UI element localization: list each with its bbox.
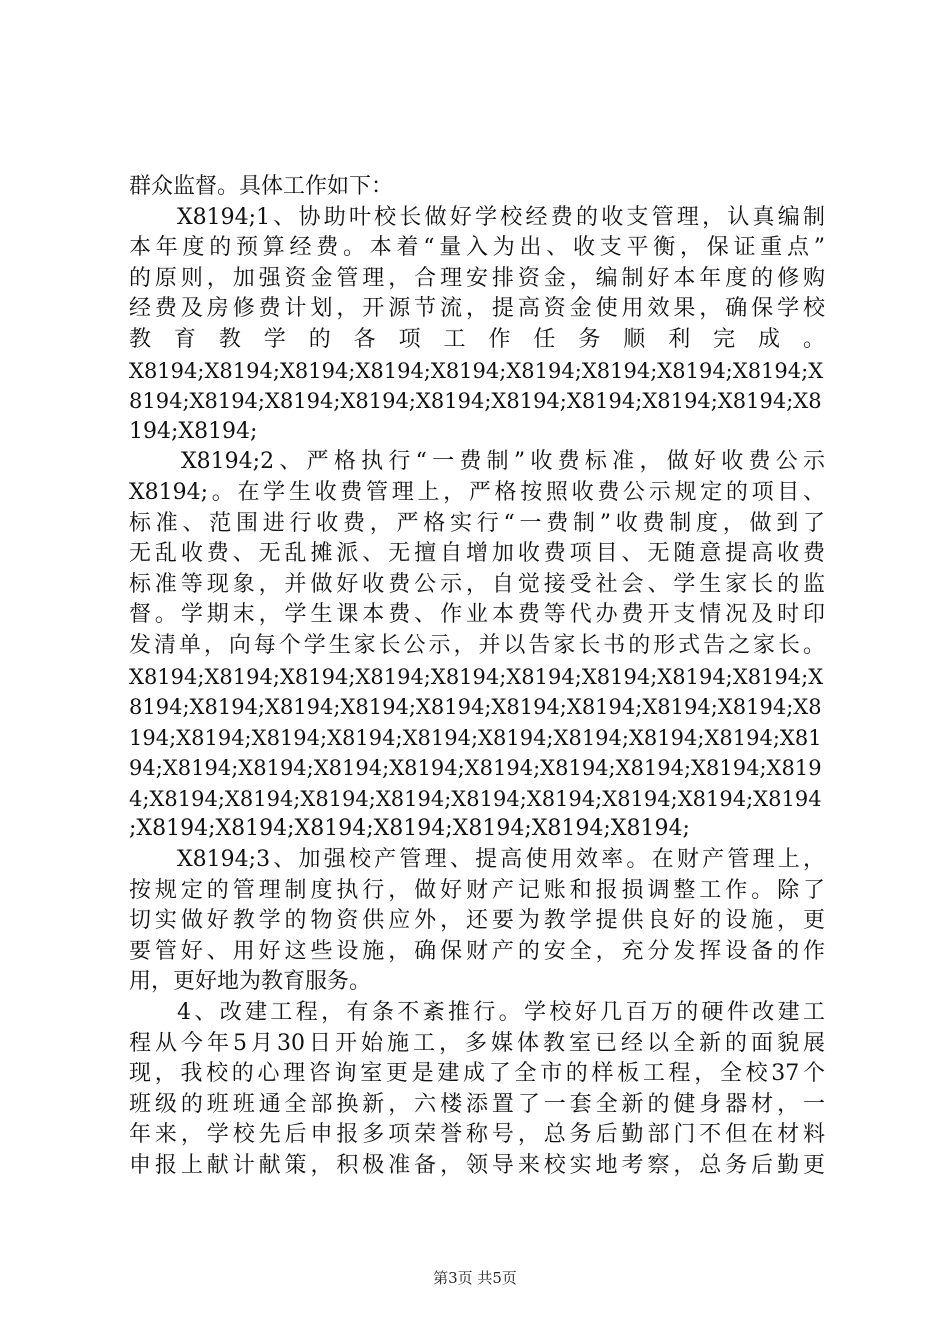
text-line: 无乱收费、无乱摊派、无擅自增加收费项目、无随意提高收费 bbox=[129, 541, 825, 567]
text-line: X8194;1、协助叶校长做好学校经费的收支管理，认真编制 bbox=[177, 204, 825, 230]
text-line: 8194;X8194;X8194;X8194;X8194;X8194;X8194;X8194;X8194;X8 bbox=[129, 389, 822, 414]
text-line: 群众监督。具体工作如下： bbox=[129, 174, 394, 199]
text-line: 班级的班班通全部换新，六楼添置了一套全新的健身器材，一 bbox=[129, 1091, 825, 1117]
text-line: 8194;X8194;X8194;X8194;X8194;X8194;X8194;X8194;X8194;X8 bbox=[129, 695, 822, 720]
text-line: ;X8194;X8194;X8194;X8194;X8194;X8194;X8194; bbox=[129, 816, 690, 842]
text-line: 切实做好教学的物资供应外，还要为教学提供良好的设施，更 bbox=[129, 908, 825, 934]
text-line: 督。学期末，学生课本费、作业本费等代办费开支情况及时印 bbox=[129, 602, 825, 628]
text-line: 教育教学的各项工作任务顺利完成。 bbox=[129, 326, 825, 352]
text-line: 标准等现象，并做好收费公示，自觉接受社会、学生家长的监 bbox=[129, 571, 825, 597]
text-line: 要管好、用好这些设施，确保财产的安全，充分发挥设备的作 bbox=[129, 938, 825, 964]
text-line: X8194;X8194;X8194;X8194;X8194;X8194;X8194;X8194;X8194;X bbox=[129, 358, 824, 383]
page-footer: 第3页 共5页 bbox=[433, 1269, 517, 1287]
text-line: 申报上献计献策，积极准备，领导来校实地考察，总务后勤更 bbox=[129, 1153, 825, 1178]
text-line: X8194;X8194;X8194;X8194;X8194;X8194;X8194;X8194;X8194;X bbox=[129, 664, 824, 689]
text-line: 本年度的预算经费。本着“量入为出、收支平衡，保证重点” bbox=[129, 235, 825, 261]
text-line: 发清单，向每个学生家长公示，并以告家长书的形式告之家长。 bbox=[129, 632, 825, 658]
text-line: X8194;。在学生收费管理上，严格按照收费公示规定的项目、 bbox=[129, 479, 825, 505]
text-line: 程从今年5月30日开始施工，多媒体教室已经以全新的面貌展 bbox=[129, 1030, 825, 1056]
text-line: 194;X8194;X8194;X8194;X8194;X8194;X8194;X8194;X8194;X81 bbox=[129, 725, 822, 750]
text-line: 经费及房修费计划，开源节流，提高资金使用效果，确保学校 bbox=[129, 296, 825, 322]
text-line: 194;X8194; bbox=[129, 418, 258, 444]
text-line: 年来，学校先后申报多项荣誉称号，总务后勤部门不但在材料 bbox=[129, 1122, 825, 1148]
text-line: 的原则，加强资金管理，合理安排资金，编制好本年度的修购 bbox=[129, 265, 825, 291]
text-line: 4;X8194;X8194;X8194;X8194;X8194;X8194;X8194;X8194;X8194 bbox=[129, 786, 822, 811]
text-line: X8194;2、严格执行“一费制”收费标准，做好收费公示 bbox=[181, 449, 825, 475]
text-line: 按规定的管理制度执行，做好财产记账和报损调整工作。除了 bbox=[129, 877, 825, 903]
text-line: 4、改建工程，有条不紊推行。学校好几百万的硬件改建工 bbox=[177, 1000, 825, 1026]
text-line: X8194;3、加强校产管理、提高使用效率。在财产管理上， bbox=[177, 847, 825, 873]
text-line: 现，我校的心理咨询室更是建成了全市的样板工程，全校37个 bbox=[129, 1061, 825, 1087]
text-line: 用，更好地为教育服务。 bbox=[129, 969, 372, 995]
document-body bbox=[129, 172, 825, 1182]
text-line: 94;X8194;X8194;X8194;X8194;X8194;X8194;X8194;X8194;X819 bbox=[129, 756, 822, 781]
text-line: 标准、范围进行收费，严格实行“一费制”收费制度，做到了 bbox=[129, 510, 825, 536]
